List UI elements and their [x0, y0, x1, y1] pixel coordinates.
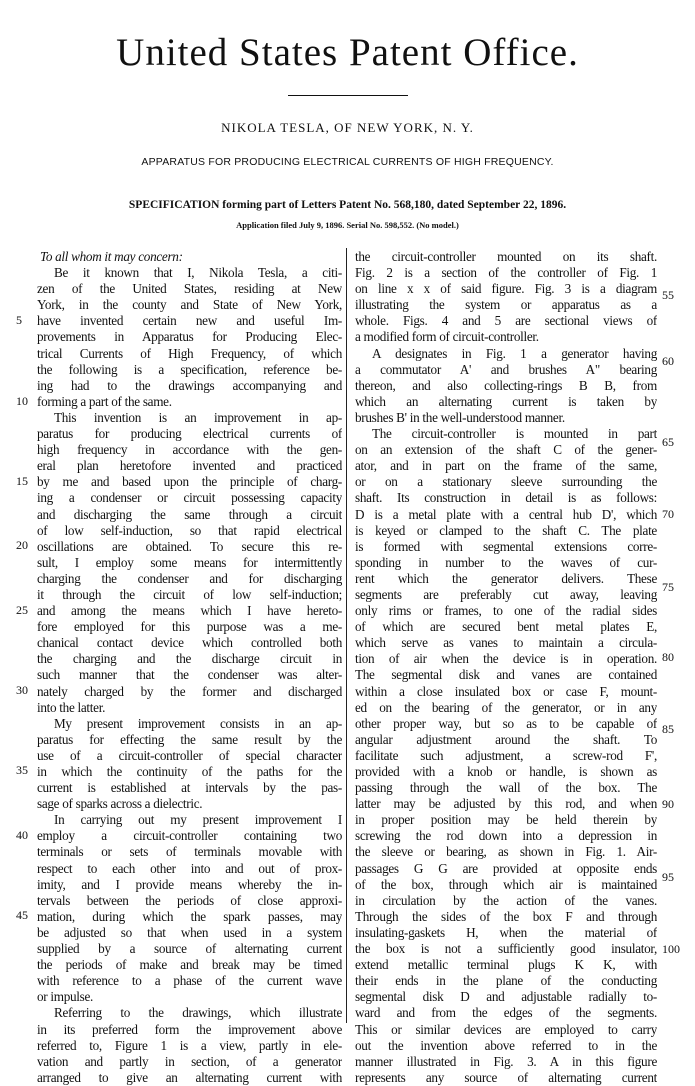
text-line: paratus for producing electrical currents of — [37, 426, 342, 442]
column-divider — [346, 248, 347, 1023]
text-line: illustrating the system or apparatus as a — [355, 297, 657, 313]
text-line: which serve as vanes to maintain a circula- — [355, 635, 657, 651]
text-line: Through the sides of the box F and through — [355, 908, 657, 924]
text-line: such manner that the condenser was alter- — [37, 667, 342, 683]
text-line: use of a circuit-controller of special character — [37, 747, 342, 763]
text-line: and among the means which I have hereto- — [37, 603, 342, 619]
text-line: the charging and the discharge circuit in — [37, 651, 342, 667]
text-line: A designates in Fig. 1 a generator having — [372, 345, 657, 361]
text-line: ing had to the drawings accompanying and — [37, 377, 342, 393]
text-line: sponding in number to the waves of cur- — [355, 554, 657, 570]
text-line: trical Currents of High Frequency, of which — [37, 345, 342, 361]
text-line: chanical contact device which controlled both — [37, 635, 342, 651]
text-line: their ends in the plane of the conducting — [355, 973, 657, 989]
text-line: by me and based upon the principle of charg- — [37, 474, 342, 490]
text-line: it through the circuit of low self-induction; — [37, 586, 342, 602]
text-line: imity, and I provide means whereby the in- — [37, 876, 342, 892]
text-line: of which are secured bent metal plates E, — [355, 619, 657, 635]
text-line: a commutator A' and brushes A" bearing — [355, 361, 657, 377]
text-line: on line x x of said figure. Fig. 3 is a diagram — [355, 281, 657, 297]
text-line: York, in the county and State of New York, — [37, 297, 342, 313]
apparatus-title: APPARATUS FOR PRODUCING ELECTRICAL CURRENTS OF HIGH FREQUENCY. — [141, 156, 554, 168]
margin-line-number: 45 — [16, 908, 28, 922]
text-line: zen of the United States, residing at New — [37, 281, 342, 297]
text-line: vation and partly in section, of a generator — [37, 1053, 342, 1069]
text-line: out the invention above referred to in the — [355, 1037, 657, 1053]
text-line: within a close insulated box or case F, mount- — [355, 683, 657, 699]
application-line: Application filed July 9, 1896. Serial No. 598,552. (No model.) — [236, 220, 459, 230]
text-line: angular adjustment around the shaft. To — [355, 731, 657, 747]
text-line: be adjusted so that when used in a system — [37, 924, 342, 940]
text-line: tion of air when the device is in operation. — [355, 651, 657, 667]
margin-line-number: 55 — [662, 288, 674, 302]
text-line: provements in Apparatus for Producing Elec- — [37, 329, 342, 345]
text-line: a modified form of circuit-controller. — [355, 329, 539, 345]
text-line: passing through the wall of the box. The — [355, 780, 657, 796]
text-line: shaft. Its construction in detail is as follows: — [355, 490, 657, 506]
text-line: in circulation by the action of the vanes. — [355, 892, 657, 908]
text-line: the periods of make and break may be timed — [37, 957, 342, 973]
text-line: fore employed for this purpose was a me- — [37, 619, 342, 635]
text-line: rent which the generator delivers. These — [355, 570, 657, 586]
text-line: is formed with segmental extensions corre- — [355, 538, 657, 554]
right-text-column — [355, 249, 657, 1086]
text-line: This invention is an improvement in ap- — [54, 409, 342, 425]
text-line: represents any source of alternating current — [355, 1069, 657, 1085]
margin-line-number: 85 — [662, 722, 674, 736]
text-line: latter may be adjusted by this rod, and when — [355, 796, 657, 812]
text-line: in its preferred form the improvement above — [37, 1021, 342, 1037]
margin-line-number: 25 — [16, 603, 28, 617]
text-line: insulating-gaskets H, when the material of — [355, 924, 657, 940]
margin-line-number: 35 — [16, 763, 28, 777]
text-line: and discharging the same through a circuit — [37, 506, 342, 522]
text-line: ward and from the edges of the segments. — [355, 1005, 657, 1021]
text-line: the sleeve or bearing, as shown in Fig. 1. Air- — [355, 844, 657, 860]
office-title: United States Patent Office. — [116, 31, 579, 74]
text-line: in which the continuity of the paths for the — [37, 764, 342, 779]
margin-line-number: 80 — [662, 650, 674, 664]
text-line: passages G G are provided at opposite ends — [355, 860, 657, 876]
text-line: Referring to the drawings, which illustrate — [54, 1005, 342, 1021]
text-line: ing a condenser or circuit possessing capacity — [37, 490, 342, 506]
margin-line-number: 10 — [16, 394, 28, 408]
margin-line-number: 60 — [662, 354, 674, 368]
text-line: paratus for effecting the same result by the — [37, 731, 342, 747]
text-line: sage of sparks across a dielectric. — [37, 796, 203, 812]
text-line: eral plan heretofore invented and practiced — [37, 458, 342, 474]
text-line: Fig. 2 is a section of the controller of Fig. 1 — [355, 265, 657, 281]
text-line: segments are preferably cut away, leaving — [355, 586, 657, 602]
text-line: the following is a specification, reference be- — [37, 361, 342, 377]
text-line: My present improvement consists in an ap- — [54, 715, 342, 731]
text-line: brushes B' in the well-understood manner. — [355, 409, 565, 425]
margin-line-number: 90 — [662, 797, 674, 811]
text-line: with reference to a phase of the current wave — [37, 973, 342, 989]
text-line: referred to, Figure 1 is a view, partly in ele- — [37, 1037, 342, 1053]
text-line: supplied by a source of alternating current — [37, 941, 342, 957]
text-line: segmental disk D and adjustable radially to- — [355, 989, 657, 1005]
text-line: The circuit-controller is mounted in part — [372, 426, 657, 442]
text-line: nately charged by the former and discharged — [37, 683, 342, 699]
text-line: the circuit-controller mounted on its shaft. — [355, 249, 657, 264]
margin-line-number: 70 — [662, 507, 674, 521]
margin-line-number: 75 — [662, 580, 674, 594]
margin-line-number: 5 — [16, 313, 22, 327]
text-line: employ a circuit-controller containing two — [37, 828, 342, 844]
text-line: tervals between the periods of close approxi- — [37, 892, 342, 908]
margin-line-number: 20 — [16, 538, 28, 552]
text-line: facilitate such adjustment, a screw-rod F', — [355, 747, 657, 763]
left-text-column — [37, 249, 342, 1086]
text-line: provided with a knob or handle, is shown as — [355, 764, 657, 779]
text-line: mation, during which the spark passes, may — [37, 908, 342, 924]
text-line: only rims or frames, to one of the radial sides — [355, 603, 657, 619]
text-line: charging the condenser and for discharging — [37, 570, 342, 586]
text-line: the box is not a sufficiently good insulator, — [355, 941, 657, 957]
text-line: This or similar devices are employed to carry — [355, 1021, 657, 1037]
text-line: oscillations are obtained. To secure this re- — [37, 538, 342, 554]
text-line: other proper way, but so as to be capable of — [355, 715, 657, 731]
text-line: or on a stationary sleeve surrounding the — [355, 474, 657, 490]
text-line: sult, I employ some means for intermittently — [37, 554, 342, 570]
margin-line-number: 65 — [662, 435, 674, 449]
text-line: thereon, and also collecting-rings B B, from — [355, 377, 657, 393]
inventor-line: NIKOLA TESLA, OF NEW YORK, N. Y. — [221, 120, 474, 135]
text-line: manner illustrated in Fig. 3. A in this figure — [355, 1053, 657, 1069]
text-line: terminals or sets of terminals movable with — [37, 844, 342, 860]
margin-line-number: 15 — [16, 474, 28, 488]
text-line: In carrying out my present improvement I — [54, 812, 342, 828]
text-line: into the latter. — [37, 699, 106, 715]
text-line: The segmental disk and vanes are contained — [355, 667, 657, 683]
margin-line-number: 40 — [16, 828, 28, 842]
text-line: is keyed or clamped to the shaft C. The plate — [355, 522, 657, 538]
text-line: have invented certain new and useful Im- — [37, 313, 342, 329]
text-line: arranged to give an alternating current with — [37, 1069, 342, 1085]
text-line: on an extension of the shaft C of the gener- — [355, 442, 657, 458]
text-line: current is established at intervals by the pas- — [37, 780, 342, 796]
text-line: forming a part of the same. — [37, 393, 172, 409]
margin-line-number: 30 — [16, 683, 28, 697]
text-line: high frequency in accordance with the gen- — [37, 442, 342, 458]
text-line: whole. Figs. 4 and 5 are sectional views of — [355, 313, 657, 329]
specification-line: SPECIFICATION forming part of Letters Patent No. 568,180, dated September 22, 1896. — [128, 199, 567, 211]
text-line: Be it known that I, Nikola Tesla, a citi- — [54, 265, 342, 281]
text-line: ed on the bearing of the generator, or in any — [355, 699, 657, 715]
title-rule — [288, 95, 408, 96]
text-line: of low self-induction, so that rapid electrical — [37, 522, 342, 538]
text-line: To all whom it may concern: — [40, 249, 183, 264]
text-line: of the box, through which air is maintained — [355, 876, 657, 892]
text-line: screwing the rod down into a depression in — [355, 828, 657, 844]
margin-line-number: 100 — [662, 942, 680, 956]
text-line: respect to each other into and out of prox- — [37, 860, 342, 876]
margin-line-number: 95 — [662, 870, 674, 884]
text-line: in proper position may be held therein by — [355, 812, 657, 828]
text-line: extend metallic terminal plugs K K, with — [355, 957, 657, 973]
text-line: ator, and in part on the frame of the same, — [355, 458, 657, 474]
text-line: which an alternating current is taken by — [355, 393, 657, 409]
text-line: D is a metal plate with a central hub D', which — [355, 506, 657, 522]
text-line: or impulse. — [37, 989, 94, 1005]
